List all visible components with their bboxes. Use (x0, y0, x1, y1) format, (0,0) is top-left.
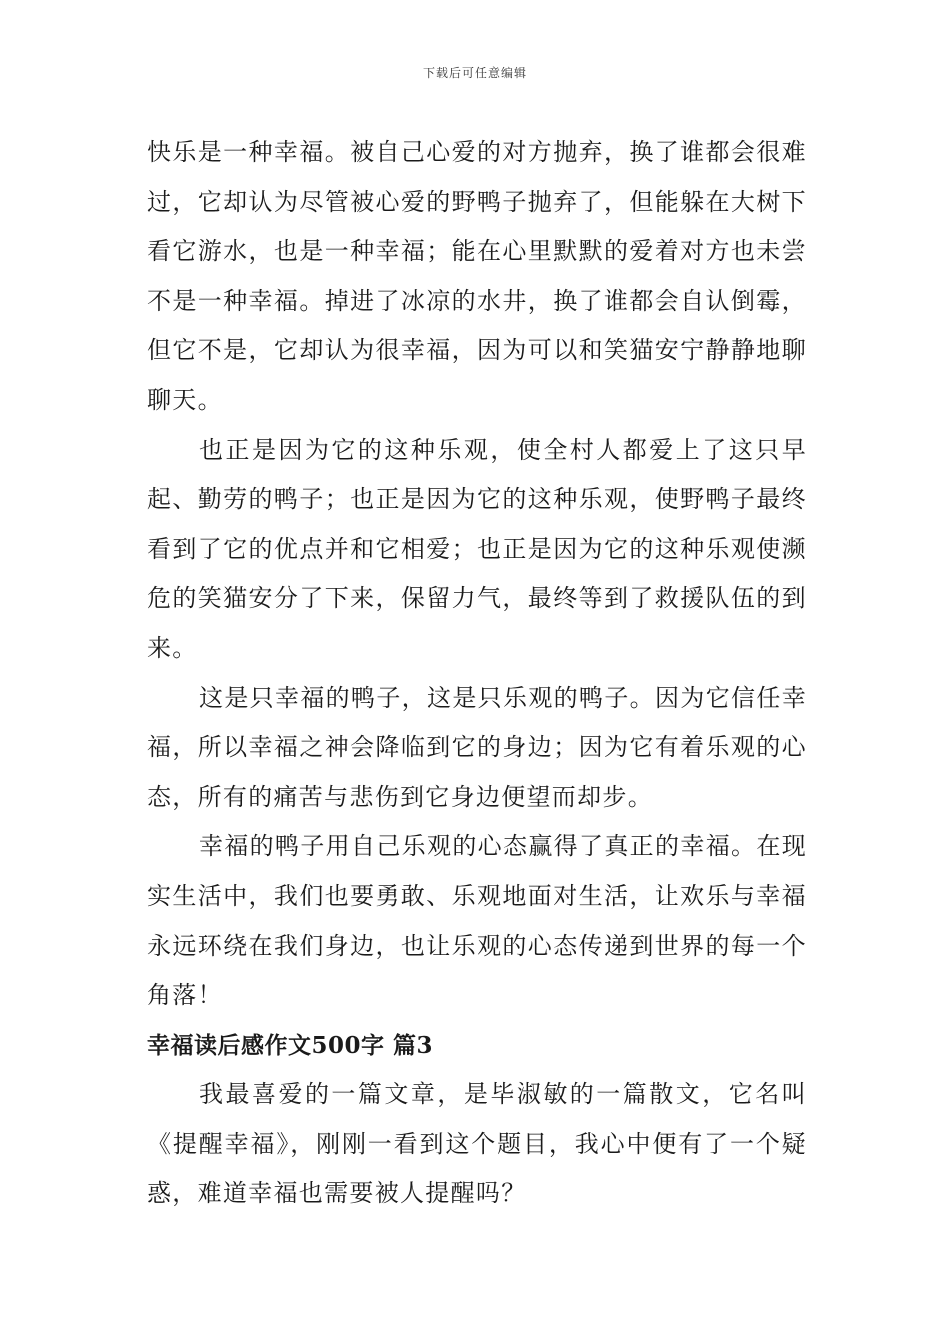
document-body (147, 128, 807, 1219)
body-paragraph-3: 这是只幸福的鸭子，这是只乐观的鸭子。因为它信任幸福，所以幸福之神会降临到它的身边；因为它有着乐观的心态，所有的痛苦与悲伤到它身边便望而却步。 (147, 683, 807, 811)
section-heading: 幸福读后感作文500字 篇3 (147, 1031, 434, 1059)
body-paragraph-4: 幸福的鸭子用自己乐观的心态赢得了真正的幸福。在现实生活中，我们也要勇敢、乐观地面对生活，让欢乐与幸福永远环绕在我们身边，也让乐观的心态传递到世界的每一个角落！ (147, 832, 807, 1010)
page-header-note: 下载后可任意编辑 (422, 66, 527, 80)
body-paragraph-1: 快乐是一种幸福。被自己心爱的对方抛弃，换了谁都会很难过，它却认为尽管被心爱的野鸭子抛弃了，但能躲在大树下看它游水，也是一种幸福；能在心里默默的爱着对方也未尝不是一种幸福。掉进了冰凉的水井，换了谁都会自认倒霉，但它不是，它却认为很幸福，因为可以和笑猫安宁静静地聊聊天。 (147, 138, 807, 414)
body-paragraph-2: 也正是因为它的这种乐观，使全村人都爱上了这只早起、勤劳的鸭子；也正是因为它的这种乐观，使野鸭子最终看到了它的优点并和它相爱；也正是因为它的这种乐观使濒危的笑猫安分了下来，保留力气，最终等到了救援队伍的到来。 (147, 435, 807, 662)
section-paragraph-1: 我最喜爱的一篇文章，是毕淑敏的一篇散文，它名叫《提醒幸福》，刚刚一看到这个题目，我心中便有了一个疑惑，难道幸福也需要被人提醒吗？ (147, 1080, 807, 1208)
